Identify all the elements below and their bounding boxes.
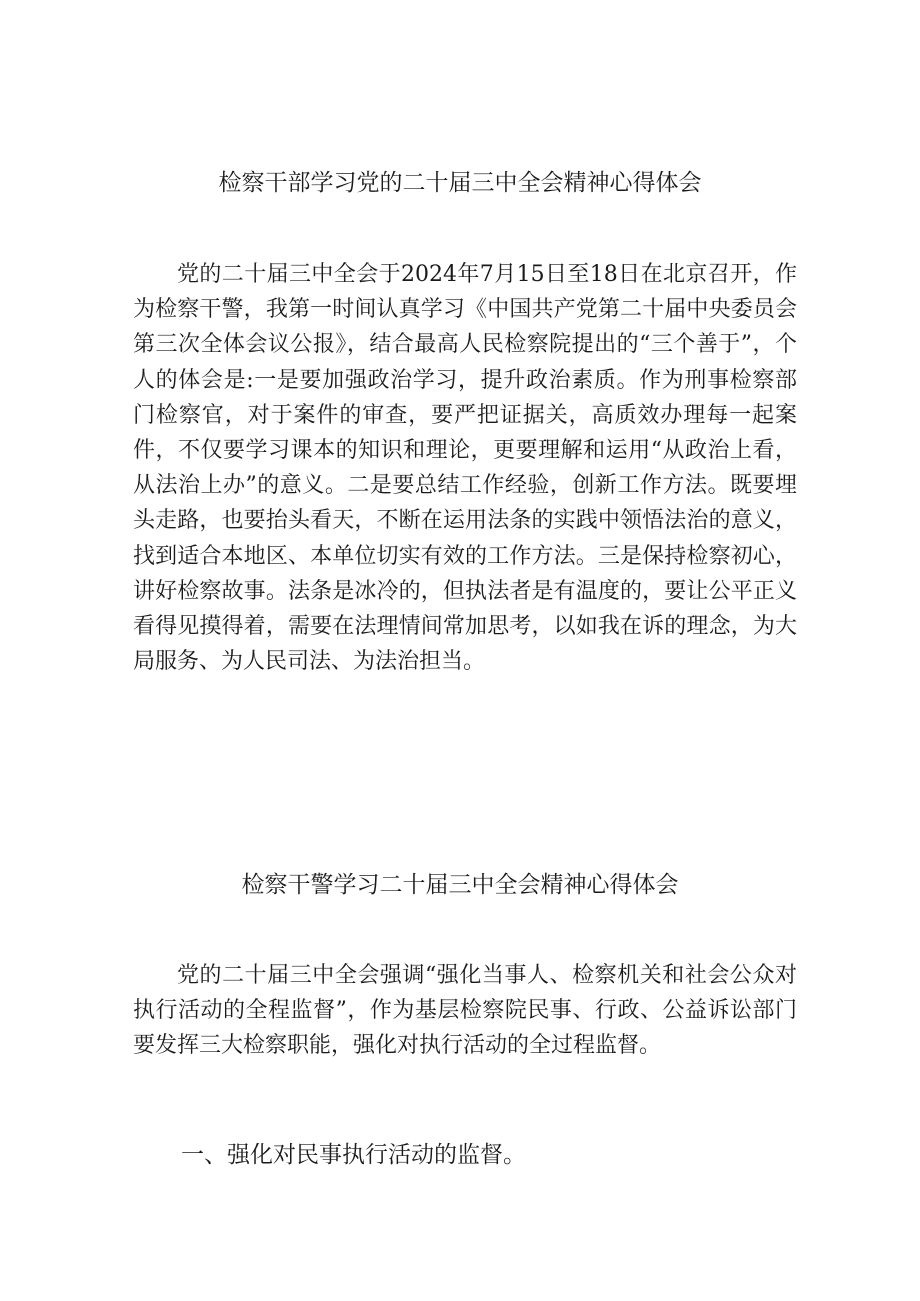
section-2-title: 检察干警学习二十届三中全会精神心得体会 — [241, 872, 679, 898]
section-1-title: 检察干部学习党的二十届三中全会精神心得体会 — [218, 170, 702, 196]
section-1-paragraph: 党的二十届三中全会于2024年7月15日至18日在北京召开，作为检察干警，我第一时间认真学习《中国共产党第二十届中央委员会第三次全体会议公报》，结合最高人民检察院提出的“三个善于”，个人的体会是:一是要加强政治学习，提升政治素质。作为刑事检察部门检察官，对于案件的审查，要严把证据关，高质效办理每一起案件，不仅要学习课本的知识和理论，更要理解和运用“从政治上看，从法治上办”的意义。二是要总结工作经验，创新工作方法。既要埋头走路，也要抬头看天，不断在运用法条的实践中领悟法治的意义，找到适合本地区、本单位切实有效的工作方法。三是保持检察初心，讲好检察故事。法条是冰冷的，但执法者是有温度的，要让公平正义看得见摸得着，需要在法理情间常加思考，以如我在诉的理念，为大局服务、为人民司法、为法治担当。 — [133, 262, 797, 675]
section-2-heading-1: 一、强化对民事执行活动的监督。 — [181, 1142, 526, 1168]
section-2-paragraph: 党的二十届三中全会强调“强化当事人、检察机关和社会公众对执行活动的全程监督”，作为基层检察院民事、行政、公益诉讼部门要发挥三大检察职能，强化对执行活动的全过程监督。 — [133, 963, 797, 1059]
